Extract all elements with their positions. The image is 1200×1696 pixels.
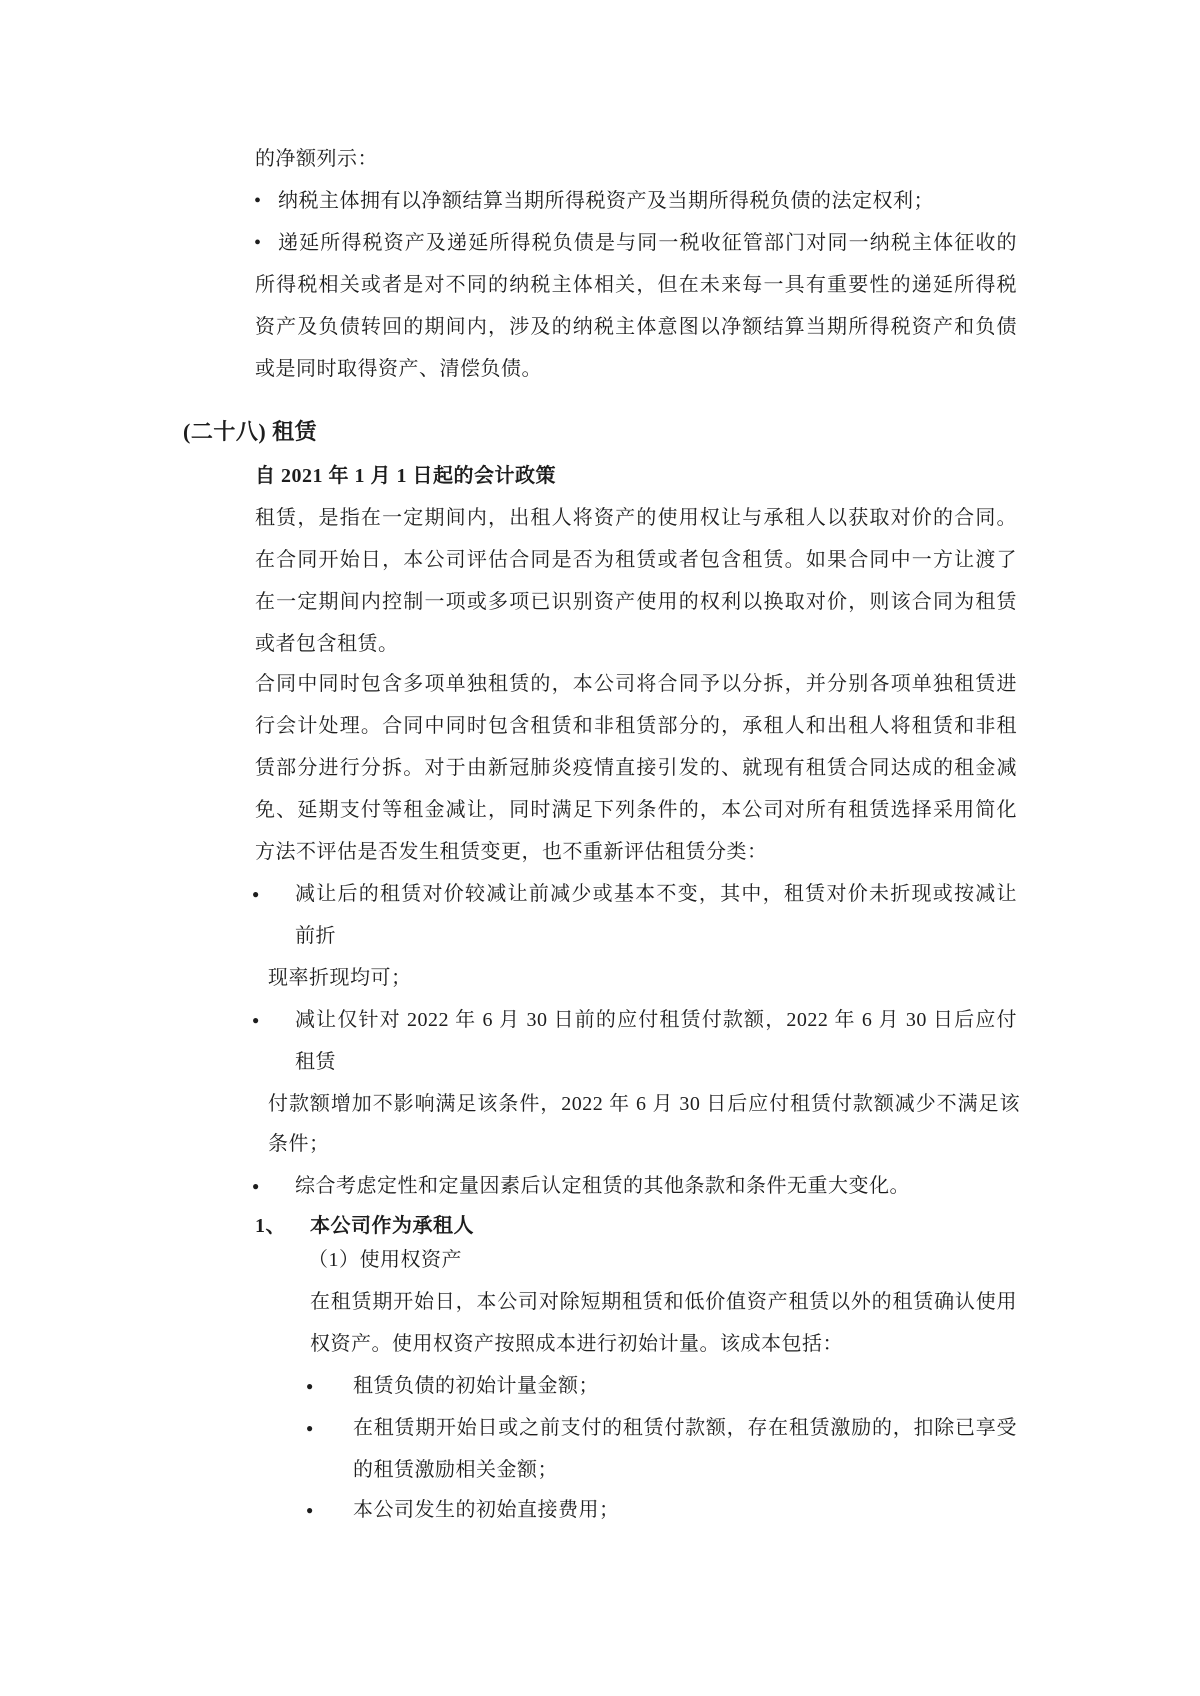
- text-line: 免、延期支付等租金减让，同时满足下列条件的，本公司对所有租赁选择采用简化: [255, 799, 1017, 821]
- text-line: 方法不评估是否发生租赁变更，也不重新评估租赁分类：: [255, 841, 768, 863]
- bullet-marker: •: [254, 232, 262, 254]
- policy-heading: 自 2021 年 1 月 1 日起的会计政策: [255, 465, 556, 487]
- numbered-heading-marker: 1、: [255, 1215, 286, 1237]
- text-line: 付款额增加不影响满足该条件，2022 年 6 月 30 日后应付租赁付款额减少不满足该: [268, 1093, 1020, 1115]
- bullet-text-line: 递延所得税资产及递延所得税负债是与同一税收征管部门对同一纳税主体征收的: [278, 232, 1017, 254]
- text-line: 在租赁期开始日，本公司对除短期租赁和低价值资产租赁以外的租赁确认使用: [310, 1291, 1017, 1313]
- text-line: 在合同开始日，本公司评估合同是否为租赁或者包含租赁。如果合同中一方让渡了: [255, 549, 1017, 571]
- bullet-text-line: 租赁负债的初始计量金额；: [353, 1375, 599, 1397]
- text-line: 赁部分进行分拆。对于由新冠肺炎疫情直接引发的、就现有租赁合同达成的租金减: [255, 757, 1017, 779]
- bullet-marker: ●: [252, 887, 260, 901]
- bullet-marker: ●: [252, 1179, 260, 1193]
- bullet-marker: ●: [252, 1013, 260, 1027]
- text-line: 租赁，是指在一定期间内，出租人将资产的使用权让与承租人以获取对价的合同。: [255, 507, 1017, 529]
- bullet-text-line: 综合考虑定性和定量因素后认定租赁的其他条款和条件无重大变化。: [295, 1175, 910, 1197]
- bullet-text-line: 本公司发生的初始直接费用；: [353, 1499, 620, 1521]
- bullet-text-line: 的租赁激励相关金额；: [353, 1459, 558, 1481]
- text-line: 或是同时取得资产、清偿负债。: [255, 358, 542, 380]
- bullet-text-line: 租赁: [295, 1051, 336, 1073]
- text-line: 或者包含租赁。: [255, 633, 399, 655]
- bullet-marker: •: [254, 190, 262, 212]
- text-line: 行会计处理。合同中同时包含租赁和非租赁部分的，承租人和出租人将租赁和非租: [255, 715, 1017, 737]
- bullet-text-line: 纳税主体拥有以净额结算当期所得税资产及当期所得税负债的法定权利；: [278, 190, 934, 212]
- sub-heading: （1）使用权资产: [308, 1249, 462, 1271]
- text-line: 在一定期间内控制一项或多项已识别资产使用的权利以换取对价，则该合同为租赁: [255, 591, 1017, 613]
- text-line: 资产及负债转回的期间内，涉及的纳税主体意图以净额结算当期所得税资产和负债: [255, 316, 1017, 338]
- text-line: 现率折现均可；: [268, 967, 412, 989]
- text-line: 合同中同时包含多项单独租赁的，本公司将合同予以分拆，并分别各项单独租赁进: [255, 673, 1017, 695]
- bullet-text-line: 在租赁期开始日或之前支付的租赁付款额，存在租赁激励的，扣除已享受: [353, 1417, 1017, 1439]
- text-line: 所得税相关或者是对不同的纳税主体相关，但在未来每一具有重要性的递延所得税: [255, 274, 1017, 296]
- numbered-heading: 本公司作为承租人: [310, 1215, 474, 1237]
- text-line: 的净额列示：: [255, 148, 378, 170]
- bullet-marker: ●: [306, 1379, 314, 1393]
- section-heading: (二十八) 租赁: [183, 419, 318, 444]
- text-line: 权资产。使用权资产按照成本进行初始计量。该成本包括：: [310, 1333, 843, 1355]
- bullet-text-line: 减让后的租赁对价较减让前减少或基本不变，其中，租赁对价未折现或按减让: [295, 883, 1017, 905]
- bullet-marker: ●: [306, 1421, 314, 1435]
- bullet-text-line: 减让仅针对 2022 年 6 月 30 日前的应付租赁付款额，2022 年 6 月 30 日后应付: [295, 1009, 1017, 1031]
- bullet-marker: ●: [306, 1503, 314, 1517]
- bullet-text-line: 前折: [295, 925, 336, 947]
- text-line: 条件；: [268, 1133, 330, 1155]
